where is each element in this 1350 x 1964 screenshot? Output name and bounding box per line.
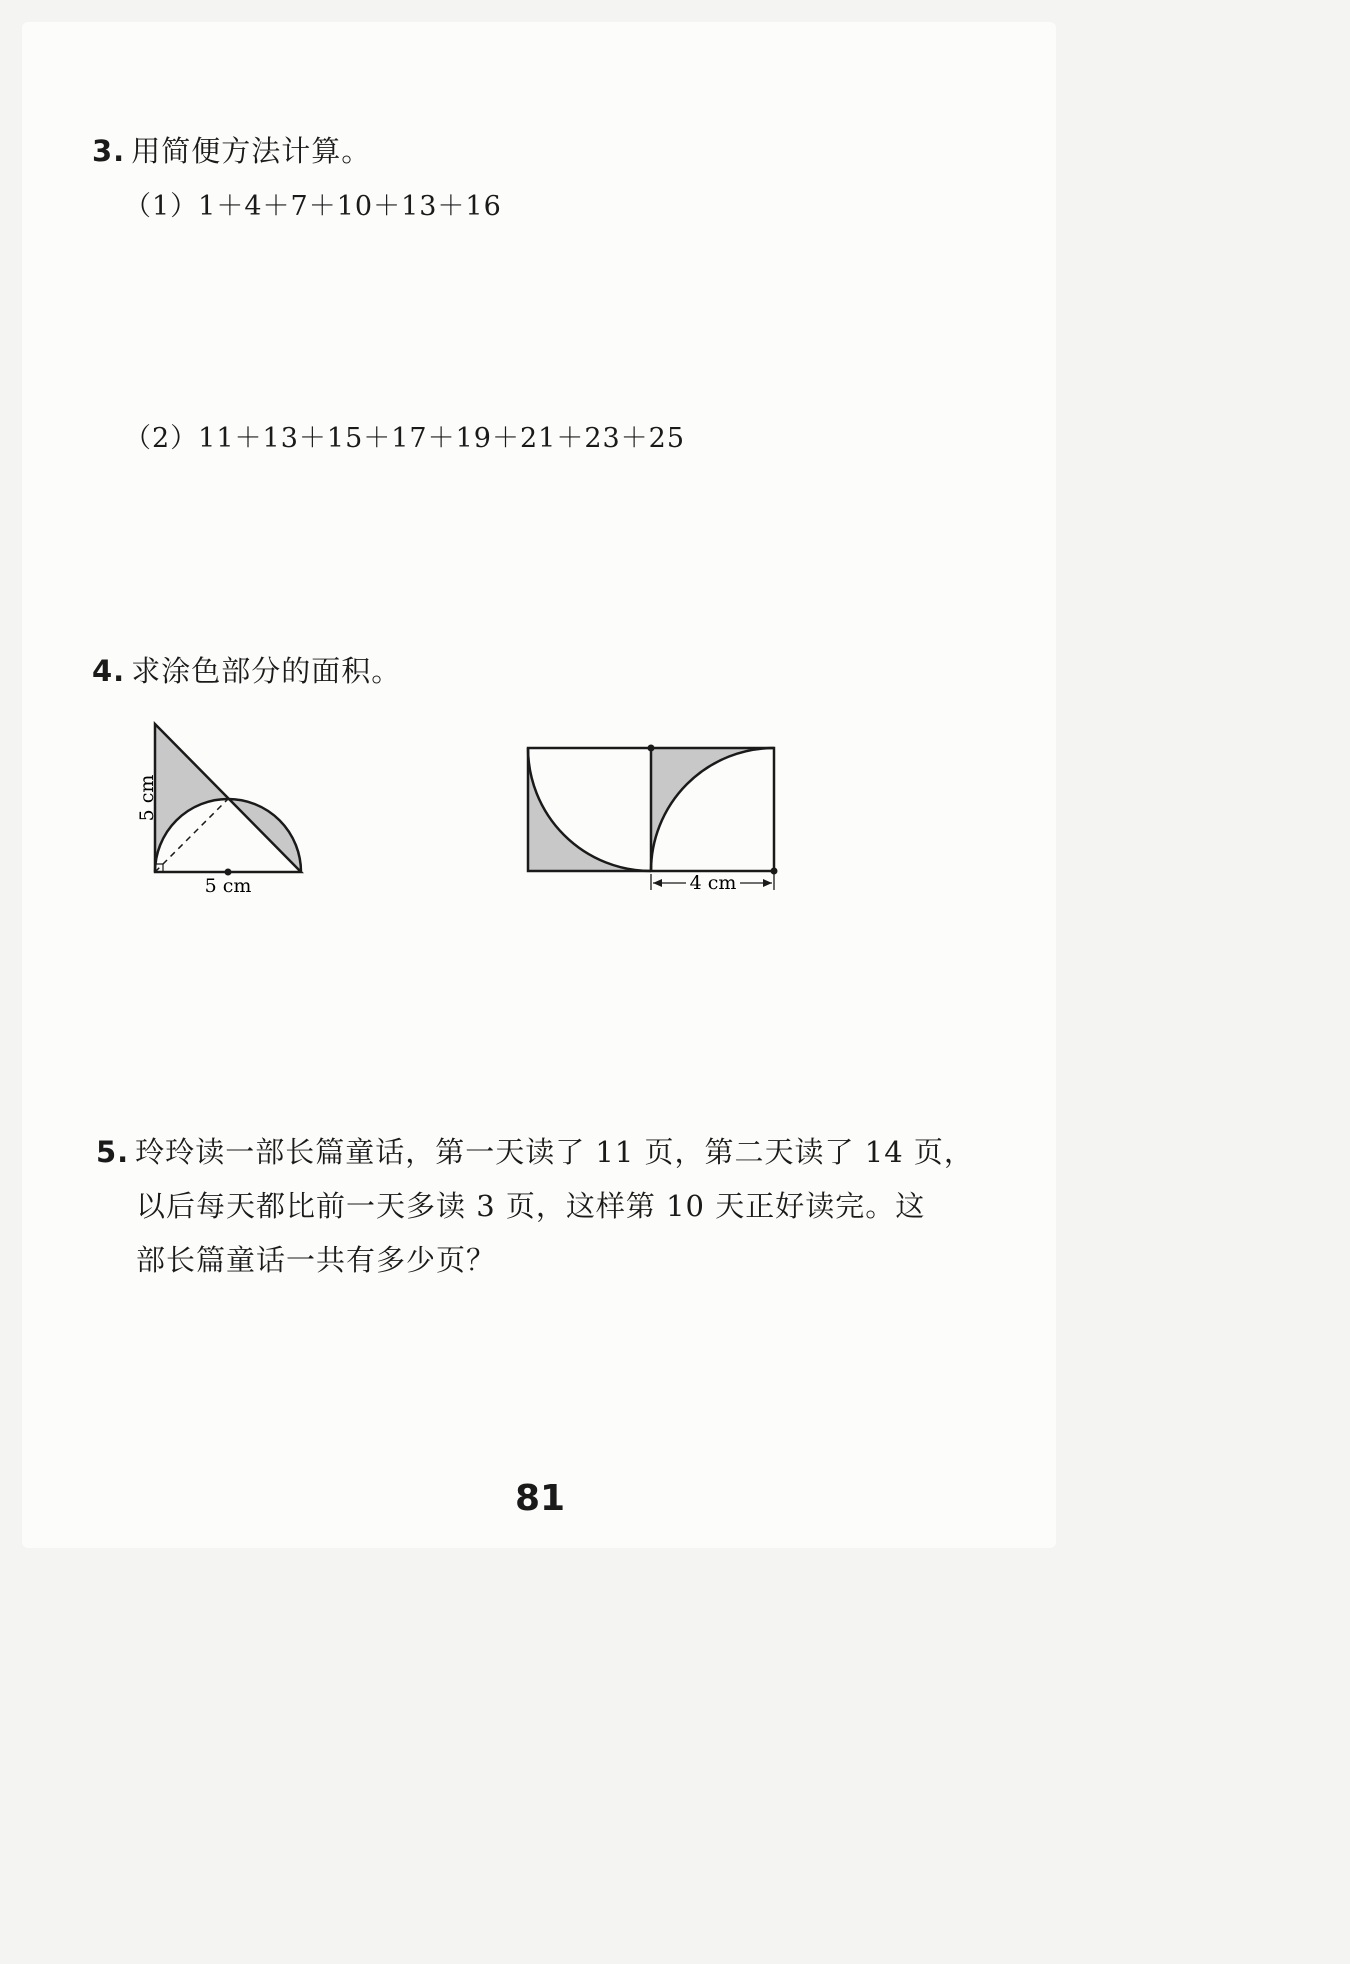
page-number: 81 — [514, 1478, 566, 1519]
question-4-title — [92, 644, 401, 699]
base-label: 5 cm — [204, 875, 252, 897]
shaded-region-left — [155, 724, 228, 872]
figure-two-squares — [520, 736, 790, 902]
question-5-number: 5. — [96, 1135, 130, 1169]
shaded-region-right-square — [651, 748, 774, 871]
side-label: 5 cm — [136, 774, 158, 822]
question-5-line-1 — [96, 1125, 974, 1179]
question-5-line-3: 部长篇童话一共有多少页？ — [136, 1243, 497, 1277]
dim-arrow-left — [653, 879, 662, 887]
question-4-prompt: 求涂色部分的面积。 — [131, 654, 402, 688]
question-5-line-2: 以后每天都比前一天多读 3 页，这样第 10 天正好读完。这 — [136, 1189, 926, 1223]
figure-triangle-semicircle — [120, 712, 320, 902]
dim-arrow-right — [763, 879, 772, 887]
arc-center-dot-top — [648, 745, 655, 752]
question-3-number: 3. — [92, 134, 126, 168]
shaded-region-left-square — [528, 748, 651, 871]
question-3-prompt: 用简便方法计算。 — [131, 134, 372, 168]
question-5-text-1: 玲玲读一部长篇童话，第一天读了 11 页，第二天读了 14 页， — [135, 1135, 974, 1169]
question-3-part-1: （1）1＋4＋7＋10＋13＋16 — [124, 191, 502, 222]
question-5 — [96, 1125, 974, 1287]
dim-label: 4 cm — [689, 872, 737, 894]
question-3-title — [92, 124, 371, 179]
arc-center-dot-bottom — [771, 868, 778, 875]
question-4-number: 4. — [92, 654, 126, 688]
question-3-part-2: （2）11＋13＋15＋17＋19＋21＋23＋25 — [124, 423, 686, 454]
